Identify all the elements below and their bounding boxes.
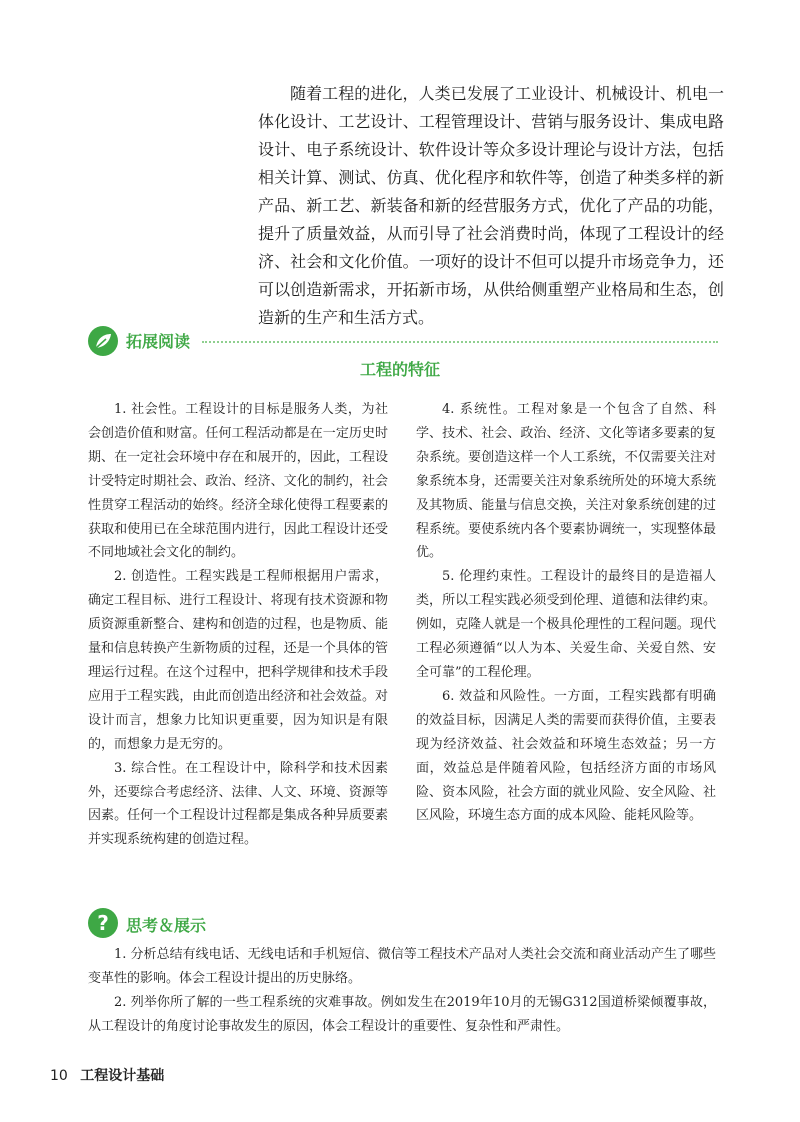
page-number: 10 [50,1068,68,1084]
discussion-item: 1. 分析总结有线电话、无线电话和手机短信、微信等工程技术产品对人类社会交流和商业活动产生了哪些变革性的影响。体会工程设计提出的历史脉络。 [88,947,716,986]
reading-section-header [88,326,718,358]
discussion-section-header [88,908,718,940]
book-title: 工程设计基础 [80,1068,165,1084]
article-paragraph: 2. 创造性。工程实践是工程师根据用户需求，确定工程目标、进行工程设计、将现有技术资源和物质资源重新整合、建构和创造的过程，也是物质、能量和信息转换产生新物质的过程，还是一个具体的管理运行过程。在这个过程中，把科学规律和技术手段应用于工程实践，由此而创造出经济和社会效益。对设计而言，想象力比知识更重要，因为知识是有限的，而想象力是无穷的。 [88,569,388,752]
reading-section-title: 拓展阅读 [126,332,191,351]
section-divider [202,341,718,343]
article-paragraph: 4. 系统性。工程对象是一个包含了自然、科学、技术、社会、政治、经济、文化等诸多要素的复杂系统。要创造这样一个人工系统，不仅需要关注对象系统本身，还需要关注对象系统所处的环境大系统及其物质、能量与信息交换，关注对象系统创建的过程系统。要使系统内各个要素协调统一，实现整体最优。 [416,402,716,561]
article-body [88,398,716,900]
article-paragraph: 1. 社会性。工程设计的目标是服务人类，为社会创造价值和财富。任何工程活动都是在一定历史时期、在一定社会环境中存在和展开的，因此，工程设计受特定时期社会、政治、经济、文化的制约，社会性贯穿工程活动的始终。经济全球化使得工程要素的获取和使用已在全球范围内进行，因此工程设计还受不同地域社会文化的制约。 [88,402,388,561]
page-footer [50,1065,164,1085]
article-paragraph: 5. 伦理约束性。工程设计的最终目的是造福人类，所以工程实践必须受到伦理、道德和法律约束。例如，克隆人就是一个极具伦理性的工程问题。现代工程必须遵循“以人为本、关爱生命、关爱自然、安全可靠”的工程伦理。 [416,569,716,680]
discussion-body [88,943,716,1039]
article-title: 工程的特征 [359,360,440,379]
leaf-icon [88,326,118,356]
discussion-item: 2. 列举你所了解的一些工程系统的灾难事故。例如发生在2019年10月的无锡G312国道桥梁倾覆事故，从工程设计的角度讨论事故发生的原因，体会工程设计的重要性、复杂性和严肃性。 [88,995,716,1034]
discussion-section-title: 思考＆展示 [126,916,207,935]
article-paragraph: 3. 综合性。在工程设计中，除科学和技术因素外，还要综合考虑经济、法律、人文、环境、资源等因素。任何一个工程设计过程都是集成各种异质要素并实现系统构建的创造过程。 [88,760,388,848]
article-paragraph: 6. 效益和风险性。一方面，工程实践都有明确的效益目标，因满足人类的需要而获得价值，主要表现为经济效益、社会效益和环境生态效益；另一方面，效益总是伴随着风险，包括经济方面的市场风险、资本风险，社会方面的就业风险、安全风险、社区风险，环境生态方面的成本风险、能耗风险等。 [416,688,716,824]
intro-paragraph: 随着工程的进化，人类已发展了工业设计、机械设计、机电一体化设计、工艺设计、工程管理设计、营销与服务设计、集成电路设计、电子系统设计、软件设计等众多设计理论与设计方法，包括相关计算、测试、仿真、优化程序和软件等，创造了种类多样的新产品、新工艺、新装备和新的经营服务方式，优化了产品的功能，提升了质量效益，从而引导了社会消费时尚，体现了工程设计的经济、社会和文化价值。一项好的设计不但可以提升市场竞争力，还可以创造新需求，开拓新市场，从供给侧重塑产业格局和生态，创造新的生产和生活方式。 [258,84,724,327]
question-icon: ? [88,908,118,938]
